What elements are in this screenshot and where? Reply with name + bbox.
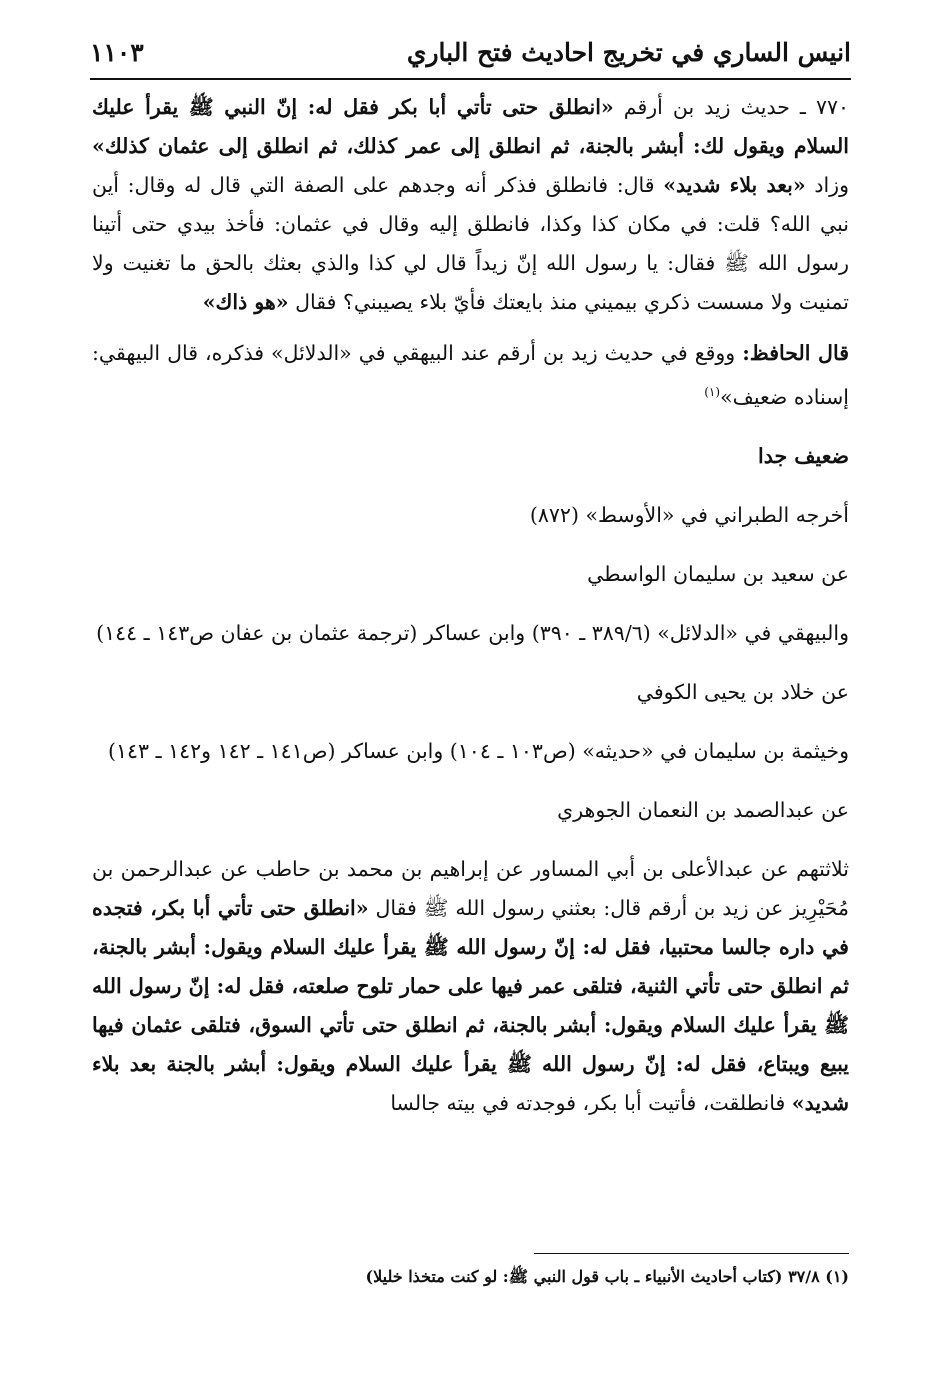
takhrij-line: والبيهقي في «الدلائل» (٣٨٩/٦ ـ ٣٩٠) وابن عساكر (ترجمة عثمان بن عفان ص١٤٣ ـ ١٤٤) xyxy=(96,620,849,645)
footnote: (١) ٣٧/٨ (كتاب أحاديث الأنبياء ـ باب قول النبي ﷺ: لو كنت متخذا خليلا) xyxy=(365,1267,849,1286)
hafiz-label: قال الحافظ: xyxy=(742,341,849,365)
takhrij-line: عن عبدالصمد بن النعمان الجوهري xyxy=(557,797,849,822)
takhrij-line: أخرجه الطبراني في «الأوسط» (٨٧٢) xyxy=(529,502,849,527)
hafiz-text: ووقع في حديث زيد بن أرقم عند البيهقي في «الدلائل» فذكره، قال البيهقي: إسناده ضعيف» xyxy=(92,341,849,409)
isnad-paragraph: ثلاثتهم عن عبدالأعلى بن أبي المساور عن إبراهيم بن محمد بن حاطب عن عبدالرحمن بن مُحَيْرِيز عن زيد بن أرقم قال: بعثني رسول الله ﷺ فقال «انطلق حتى تأتي أبا بكر، فتجده في داره جالسا محتبيا، فقل له: إنّ رسول الله ﷺ يقرأ عليك السلام ويقول: أبشر بالجنة، ثم انطلق حتى تأتي الثنية، فتلقى عمر فيها على حمار تلوح صلعته، فقل له: إنّ رسول الله ﷺ يقرأ عليك السلام ويقول: أبشر بالجنة، ثم انطلق حتى تأتي السوق، فتلقى عثمان فيها يبيع ويبتاع، فقل له: إنّ رسول الله ﷺ يقرأ عليك السلام ويقول: أبشر بالجنة بعد بلاء شديد» فانطلقت، فأتيت أبا بكر، فوجدته في بيته جالسا xyxy=(92,856,849,1115)
takhrij-line: وخيثمة بن سليمان في «حديثه» (ص١٠٣ ـ ١٠٤) وابن عساكر (ص١٤١ ـ ١٤٢ و١٤٢ ـ ١٤٣) xyxy=(108,738,849,763)
hadith-number: ٧٧٠ ـ حديث زيد بن أرقم xyxy=(623,95,849,119)
main-text xyxy=(92,88,849,1123)
hadith-matn: «انطلق حتى تأتي أبا بكر فقل له: إنّ النبي ﷺ يقرأ عليك السلام ويقول لك: أبشر بالجنة، ثم انطلق إلى عمر كذلك، ثم انطلق إلى عثمان كذلك» xyxy=(92,95,849,158)
footnote-rule xyxy=(534,1253,849,1254)
page-header xyxy=(90,30,851,74)
takhrij-line: عن سعيد بن سليمان الواسطي xyxy=(587,561,849,586)
running-title: انيس الساري في تخريج احاديث فتح الباري xyxy=(406,37,851,67)
hadith-paragraph: ٧٧٠ ـ حديث زيد بن أرقم «انطلق حتى تأتي أبا بكر فقل له: إنّ النبي ﷺ يقرأ عليك السلام ويقول لك: أبشر بالجنة، ثم انطلق إلى عمر كذلك، ثم انطلق إلى عثمان كذلك» وزاد «بعد بلاء شديد» قال: فانطلق فذكر أنه وجدهم على الصفة التي قال له وقال: أين نبي الله؟ قلت: في مكان كذا وكذا، فانطلق إليه وقال في عثمان: فأخذ بيدي حتى أتينا رسول الله ﷺ فقال: يا رسول الله إنّ زيداً قال لي كذا والذي بعثك بالحق ما تغنيت ولا تمنيت ولا مسست ذكري بيميني منذ بايعتك فأيّ بلاء يصيبني؟ فقال «هو ذاك» xyxy=(92,95,849,314)
hafiz-paragraph xyxy=(92,334,849,417)
header-rule xyxy=(90,78,851,80)
grading: ضعيف جدا xyxy=(758,443,849,468)
page-number: ١١٠٣ xyxy=(90,37,144,67)
footnote-ref: (١) xyxy=(704,385,721,399)
takhrij-line: عن خلاد بن يحيى الكوفي xyxy=(636,679,849,704)
